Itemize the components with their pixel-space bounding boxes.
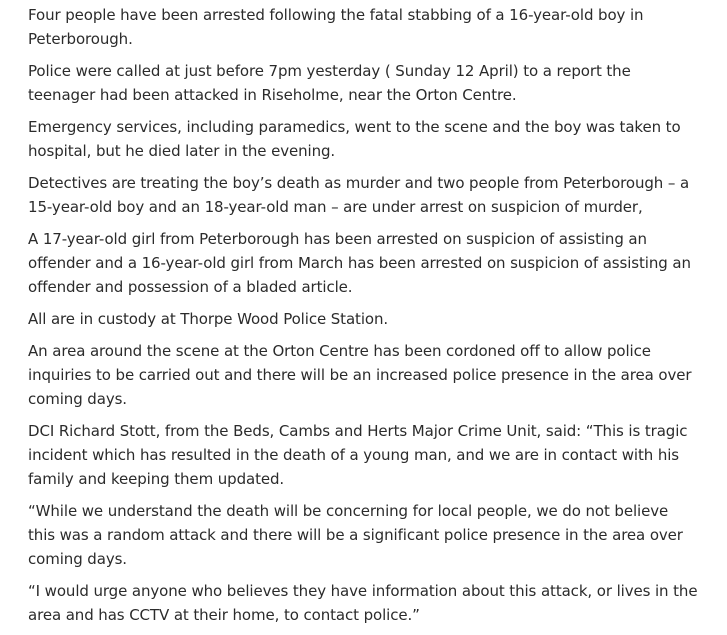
article-paragraph: All are in custody at Thorpe Wood Police Station. <box>28 310 389 328</box>
article-paragraph: “I would urge anyone who believes they have information about this attack, or lives in the area and has CCTV at their home, to contact police.” <box>28 582 698 624</box>
article-paragraph: A 17-year-old girl from Peterborough has been arrested on suspicion of assisting an offender and a 16-year-old girl from March has been arrested on suspicion of assisting an offender and possession of a bladed article. <box>28 230 691 296</box>
article-paragraph: DCI Richard Stott, from the Beds, Cambs and Herts Major Crime Unit, said: “This is tragic incident which has resulted in the death of a young man, and we are in contact with his family and keeping them updated. <box>28 422 688 488</box>
article-paragraph: Detectives are treating the boy’s death as murder and two people from Peterborough – a 15-year-old boy and an 18-year-old man – are under arrest on suspicion of murder, <box>28 174 690 216</box>
article-paragraph: “While we understand the death will be concerning for local people, we do not believe this was a random attack and there will be a significant police presence in the area over coming days. <box>28 502 683 568</box>
article-paragraph: Police were called at just before 7pm yesterday ( Sunday 12 April) to a report the teenager had been attacked in Riseholme, near the Orton Centre. <box>28 62 631 104</box>
article-paragraph: Four people have been arrested following the fatal stabbing of a 16-year-old boy in Peterborough. <box>28 6 644 48</box>
article-body <box>28 3 698 635</box>
article-paragraph: Emergency services, including paramedics, went to the scene and the boy was taken to hospital, but he died later in the evening. <box>28 118 681 160</box>
article-paragraph: An area around the scene at the Orton Centre has been cordoned off to allow police inquiries to be carried out and there will be an increased police presence in the area over coming days. <box>28 342 692 408</box>
